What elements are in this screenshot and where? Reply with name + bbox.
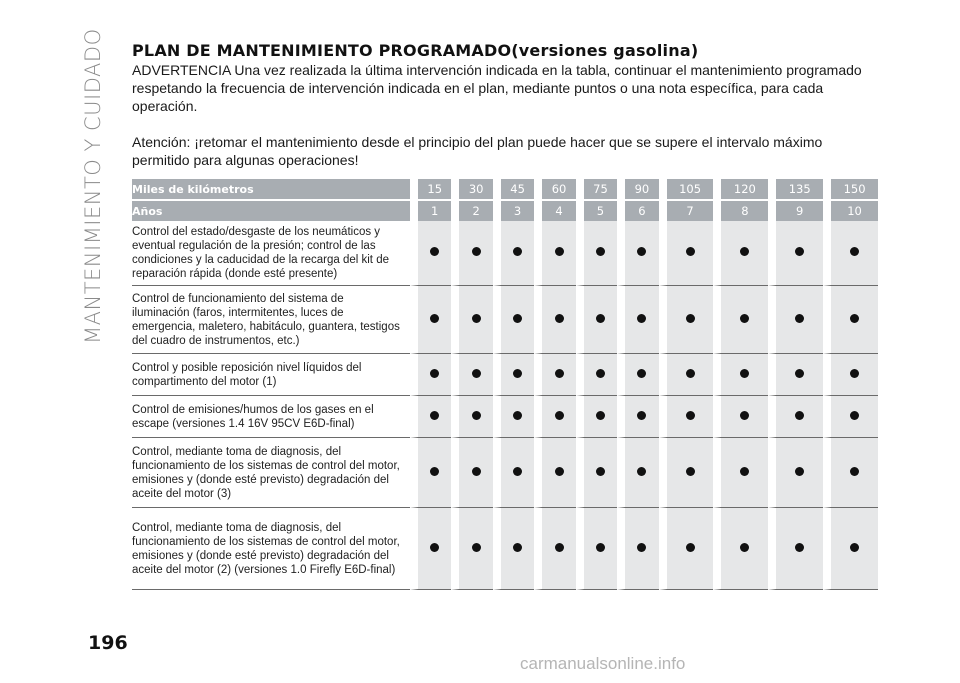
interval-cell: [493, 508, 534, 590]
check-dot-icon: [430, 247, 439, 256]
km-header-row: [132, 179, 878, 199]
years-header-row: [132, 199, 878, 221]
check-dot-icon: [686, 467, 695, 476]
km-header-cell: 45: [493, 179, 534, 199]
interval-cell: [410, 221, 451, 286]
interval-cell: [659, 354, 714, 396]
page-heading: PLAN DE MANTENIMIENTO PROGRAMADO(versiones gasolina): [132, 41, 699, 60]
interval-cell: [576, 396, 617, 438]
interval-cell: [534, 508, 575, 590]
interval-cell: [410, 354, 451, 396]
interval-cell: [659, 508, 714, 590]
interval-cell: [451, 221, 492, 286]
check-dot-icon: [850, 314, 859, 323]
table-row: [132, 508, 878, 590]
check-dot-icon: [740, 369, 749, 378]
main-content: [132, 41, 878, 169]
operation-description: Control, mediante toma de diagnosis, del funcionamiento de los sistemas de control del motor, emisiones y (donde esté previsto) degradación del aceite del motor (2) (versiones 1.0 Firefly E6D-final): [132, 508, 410, 590]
years-header-cell: 7: [659, 199, 714, 221]
check-dot-icon: [637, 247, 646, 256]
interval-cell: [617, 438, 658, 508]
check-dot-icon: [740, 467, 749, 476]
interval-cell: [713, 438, 768, 508]
interval-cell: [659, 221, 714, 286]
check-dot-icon: [472, 369, 481, 378]
interval-cell: [823, 438, 878, 508]
years-header-cell: 6: [617, 199, 658, 221]
interval-cell: [768, 396, 823, 438]
interval-cell: [768, 286, 823, 354]
check-dot-icon: [637, 467, 646, 476]
km-header-cell: 150: [823, 179, 878, 199]
check-dot-icon: [513, 247, 522, 256]
check-dot-icon: [795, 369, 804, 378]
check-dot-icon: [795, 467, 804, 476]
check-dot-icon: [850, 411, 859, 420]
interval-cell: [493, 438, 534, 508]
check-dot-icon: [740, 411, 749, 420]
interval-cell: [576, 438, 617, 508]
interval-cell: [617, 508, 658, 590]
km-header-cell: 105: [659, 179, 714, 199]
interval-cell: [576, 354, 617, 396]
interval-cell: [493, 354, 534, 396]
check-dot-icon: [513, 314, 522, 323]
check-dot-icon: [555, 411, 564, 420]
operation-description: Control, mediante toma de diagnosis, del funcionamiento de los sistemas de control del motor, emisiones y (donde esté previsto) degradación del aceite del motor (3): [132, 438, 410, 508]
interval-cell: [451, 396, 492, 438]
check-dot-icon: [795, 314, 804, 323]
interval-cell: [410, 286, 451, 354]
check-dot-icon: [850, 247, 859, 256]
interval-cell: [410, 396, 451, 438]
interval-cell: [534, 438, 575, 508]
interval-cell: [451, 286, 492, 354]
km-header-cell: 60: [534, 179, 575, 199]
check-dot-icon: [596, 543, 605, 552]
interval-cell: [576, 286, 617, 354]
check-dot-icon: [430, 314, 439, 323]
interval-cell: [823, 508, 878, 590]
interval-cell: [713, 508, 768, 590]
interval-cell: [823, 396, 878, 438]
operation-description: Control del estado/desgaste de los neumáticos y eventual regulación de la presión; control de las condiciones y la caducidad de la recarga del kit de reparación rápida (donde esté presente): [132, 221, 410, 286]
interval-cell: [768, 508, 823, 590]
table-row: [132, 354, 878, 396]
years-header-cell: 3: [493, 199, 534, 221]
interval-cell: [713, 396, 768, 438]
years-header-cell: 8: [713, 199, 768, 221]
check-dot-icon: [430, 369, 439, 378]
check-dot-icon: [596, 247, 605, 256]
warning-paragraph: ADVERTENCIA Una vez realizada la última intervención indicada en la tabla, continuar el mantenimiento programado respetando la frecuencia de intervención indicada en el plan, mediante puntos o una nota específica, para cada operación.: [132, 62, 862, 114]
check-dot-icon: [795, 411, 804, 420]
check-dot-icon: [472, 314, 481, 323]
maintenance-table: [132, 179, 878, 590]
check-dot-icon: [513, 467, 522, 476]
km-header-cell: 90: [617, 179, 658, 199]
years-header-cell: 2: [451, 199, 492, 221]
interval-cell: [768, 221, 823, 286]
km-header-label: Miles de kilómetros: [132, 179, 410, 199]
years-header-cell: 5: [576, 199, 617, 221]
check-dot-icon: [686, 314, 695, 323]
interval-cell: [410, 438, 451, 508]
check-dot-icon: [430, 411, 439, 420]
interval-cell: [576, 221, 617, 286]
interval-cell: [823, 286, 878, 354]
interval-cell: [534, 354, 575, 396]
section-side-title: [78, 28, 110, 344]
interval-cell: [823, 354, 878, 396]
check-dot-icon: [430, 467, 439, 476]
interval-cell: [493, 286, 534, 354]
interval-cell: [451, 438, 492, 508]
interval-cell: [713, 286, 768, 354]
interval-cell: [617, 354, 658, 396]
check-dot-icon: [637, 411, 646, 420]
interval-cell: [659, 286, 714, 354]
interval-cell: [451, 354, 492, 396]
check-dot-icon: [513, 369, 522, 378]
interval-cell: [823, 221, 878, 286]
years-header-cell: 9: [768, 199, 823, 221]
check-dot-icon: [555, 314, 564, 323]
interval-cell: [451, 508, 492, 590]
check-dot-icon: [555, 543, 564, 552]
operation-description: Control de emisiones/humos de los gases en el escape (versiones 1.4 16V 95CV E6D-final): [132, 396, 410, 438]
check-dot-icon: [637, 543, 646, 552]
interval-cell: [534, 221, 575, 286]
watermark-footer: carmanualsonline.info: [520, 654, 686, 673]
check-dot-icon: [850, 467, 859, 476]
table-row: [132, 221, 878, 286]
interval-cell: [617, 221, 658, 286]
check-dot-icon: [740, 543, 749, 552]
interval-cell: [768, 438, 823, 508]
check-dot-icon: [596, 369, 605, 378]
interval-cell: [410, 508, 451, 590]
table-row: [132, 396, 878, 438]
km-header-cell: 135: [768, 179, 823, 199]
maintenance-table-body: [132, 221, 878, 590]
interval-cell: [713, 354, 768, 396]
operation-description: Control de funcionamiento del sistema de iluminación (faros, intermitentes, luces de emergencia, maletero, habitáculo, guantera, testigos del cuadro de instrumentos, etc.): [132, 286, 410, 354]
years-header-label: Años: [132, 199, 410, 221]
check-dot-icon: [740, 247, 749, 256]
interval-cell: [659, 438, 714, 508]
table-row: [132, 438, 878, 508]
check-dot-icon: [686, 369, 695, 378]
page-number: 196: [88, 632, 128, 654]
section-side-title-text: MANTENIMIENTO Y CUIDADO: [81, 28, 105, 344]
check-dot-icon: [472, 543, 481, 552]
check-dot-icon: [472, 247, 481, 256]
interval-cell: [617, 286, 658, 354]
km-header-cell: 75: [576, 179, 617, 199]
check-dot-icon: [795, 247, 804, 256]
check-dot-icon: [472, 467, 481, 476]
check-dot-icon: [513, 411, 522, 420]
check-dot-icon: [555, 247, 564, 256]
check-dot-icon: [637, 314, 646, 323]
note-paragraph: Atención: ¡retomar el mantenimiento desde el principio del plan puede hacer que se supere el intervalo máximo permitido para algunas operaciones!: [132, 134, 823, 168]
interval-cell: [534, 286, 575, 354]
check-dot-icon: [637, 369, 646, 378]
check-dot-icon: [850, 543, 859, 552]
interval-cell: [534, 396, 575, 438]
check-dot-icon: [555, 467, 564, 476]
interval-cell: [768, 354, 823, 396]
interval-cell: [493, 221, 534, 286]
km-header-cell: 120: [713, 179, 768, 199]
interval-cell: [617, 396, 658, 438]
check-dot-icon: [596, 467, 605, 476]
interval-cell: [659, 396, 714, 438]
km-header-cell: 15: [410, 179, 451, 199]
check-dot-icon: [686, 247, 695, 256]
check-dot-icon: [740, 314, 749, 323]
check-dot-icon: [850, 369, 859, 378]
check-dot-icon: [596, 411, 605, 420]
check-dot-icon: [596, 314, 605, 323]
years-header-cell: 4: [534, 199, 575, 221]
check-dot-icon: [513, 543, 522, 552]
interval-cell: [493, 396, 534, 438]
interval-cell: [713, 221, 768, 286]
check-dot-icon: [472, 411, 481, 420]
years-header-cell: 1: [410, 199, 451, 221]
check-dot-icon: [555, 369, 564, 378]
check-dot-icon: [430, 543, 439, 552]
km-header-cell: 30: [451, 179, 492, 199]
years-header-cell: 10: [823, 199, 878, 221]
table-row: [132, 286, 878, 354]
operation-description: Control y posible reposición nivel líquidos del compartimento del motor (1): [132, 354, 410, 396]
interval-cell: [576, 508, 617, 590]
check-dot-icon: [795, 543, 804, 552]
check-dot-icon: [686, 543, 695, 552]
check-dot-icon: [686, 411, 695, 420]
